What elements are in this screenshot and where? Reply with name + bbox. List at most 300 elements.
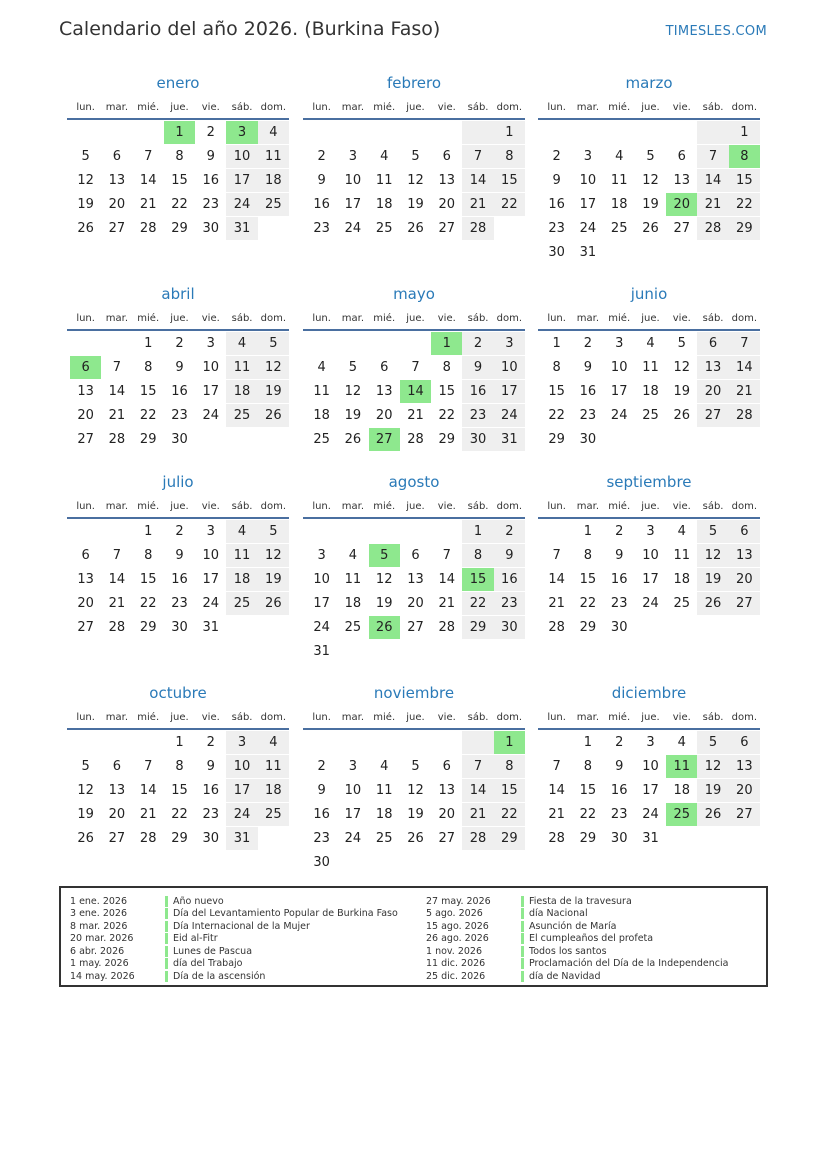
- day-cell: 2: [317, 759, 326, 774]
- day-cell: 12: [673, 360, 691, 375]
- empty-cell: [729, 616, 760, 639]
- day-cell: 29: [438, 432, 456, 447]
- day-cell: 4: [380, 149, 389, 164]
- day-cell: 9: [175, 360, 184, 375]
- weekday-label: dom.: [731, 712, 758, 723]
- day-cell: 24: [313, 620, 330, 635]
- day-cell: 27: [438, 221, 456, 236]
- day-cell: 5: [81, 759, 90, 774]
- day-cell: 23: [610, 807, 628, 822]
- day-cell: 27: [729, 803, 760, 826]
- weekday-label: mié.: [373, 102, 396, 113]
- empty-cell: [226, 428, 257, 451]
- day-cell: 11: [375, 783, 393, 798]
- day-cell: 9: [615, 548, 624, 563]
- day-cell: 9: [317, 783, 326, 798]
- day-cell: 19: [375, 596, 393, 611]
- day-cell: 29: [729, 217, 760, 240]
- day-cell: 26: [77, 221, 94, 236]
- weekday-header: [538, 96, 760, 120]
- day-cell: 11: [226, 544, 257, 567]
- day-cell: 10: [226, 755, 257, 778]
- empty-cell: [70, 121, 101, 144]
- empty-cell: [226, 616, 257, 639]
- week-row: [303, 827, 525, 851]
- holiday-day-cell: 1: [431, 332, 462, 355]
- month-febrero: [303, 70, 525, 241]
- weekday-header: [67, 96, 289, 120]
- day-cell: 10: [642, 548, 659, 563]
- day-cell: 10: [313, 572, 330, 587]
- legend-item: [426, 895, 728, 908]
- day-cell: 18: [258, 779, 289, 802]
- day-cell: 5: [258, 520, 289, 543]
- day-cell: 18: [673, 783, 691, 798]
- empty-cell: [101, 520, 132, 543]
- empty-cell: [431, 520, 462, 543]
- day-cell: 24: [202, 596, 220, 611]
- day-cell: 12: [258, 544, 289, 567]
- day-cell: 28: [139, 831, 157, 846]
- legend-date: 8 mar. 2026: [70, 920, 128, 932]
- day-cell: 2: [206, 125, 215, 140]
- weekday-header: [67, 307, 289, 331]
- empty-cell: [541, 121, 572, 144]
- day-cell: 23: [202, 197, 220, 212]
- weekday-label: mié.: [137, 102, 160, 113]
- day-cell: 4: [677, 735, 686, 750]
- week-row: [538, 332, 760, 356]
- day-cell: 11: [610, 173, 628, 188]
- week-row: [303, 851, 525, 875]
- day-cell: 16: [494, 568, 525, 591]
- day-cell: 7: [411, 360, 420, 375]
- month-title: febrero: [386, 74, 442, 92]
- weekday-label: mié.: [373, 712, 396, 723]
- day-cell: 2: [317, 149, 326, 164]
- day-cell: 6: [411, 548, 420, 563]
- weekday-label: vie.: [437, 102, 456, 113]
- empty-cell: [306, 332, 337, 355]
- holiday-marker-icon: [521, 971, 524, 982]
- holiday-day-cell: 20: [666, 193, 697, 216]
- month-agosto: [303, 469, 525, 664]
- holiday-marker-icon: [165, 971, 168, 982]
- empty-cell: [337, 520, 368, 543]
- day-cell: 12: [407, 783, 424, 798]
- week-row: [538, 544, 760, 568]
- weekday-label: mar.: [341, 501, 365, 512]
- day-cell: 2: [462, 332, 493, 355]
- day-cell: 16: [202, 173, 220, 188]
- day-cell: 15: [548, 384, 565, 399]
- holiday-day-cell: 25: [666, 803, 697, 826]
- weekday-header: [538, 307, 760, 331]
- day-cell: 8: [552, 360, 561, 375]
- day-cell: 6: [442, 759, 451, 774]
- day-cell: 15: [171, 173, 188, 188]
- day-cell: 4: [615, 149, 624, 164]
- day-cell: 24: [642, 807, 659, 822]
- empty-cell: [195, 428, 226, 451]
- empty-cell: [369, 640, 400, 663]
- day-cell: 22: [579, 807, 597, 822]
- week-row: [303, 121, 525, 145]
- day-cell: 8: [175, 149, 184, 164]
- day-cell: 27: [77, 620, 94, 635]
- week-row: [538, 568, 760, 592]
- day-cell: 16: [610, 783, 628, 798]
- legend-holiday-name: Eid al-Fitr: [173, 933, 218, 945]
- holiday-day-cell: 6: [70, 356, 101, 379]
- day-cell: 14: [438, 572, 456, 587]
- day-cell: 23: [494, 592, 525, 615]
- weekday-header: [303, 96, 525, 120]
- day-cell: 18: [226, 380, 257, 403]
- page-title: Calendario del año 2026. (Burkina Faso): [59, 18, 441, 40]
- day-cell: 14: [139, 783, 157, 798]
- day-cell: 31: [579, 245, 597, 260]
- day-cell: 27: [673, 221, 691, 236]
- weekday-header: [67, 706, 289, 730]
- legend-date: 20 mar. 2026: [70, 933, 134, 945]
- weekday-header: [303, 706, 525, 730]
- day-cell: 19: [673, 384, 691, 399]
- empty-cell: [70, 332, 101, 355]
- day-cell: 21: [462, 193, 493, 216]
- empty-cell: [666, 827, 697, 850]
- day-cell: 16: [171, 384, 188, 399]
- day-cell: 18: [375, 197, 393, 212]
- weekday-label: mié.: [137, 501, 160, 512]
- month-title: octubre: [149, 684, 207, 702]
- holiday-day-cell: 1: [494, 731, 525, 754]
- legend-holiday-name: día del Trabajo: [173, 958, 243, 970]
- day-cell: 21: [548, 596, 565, 611]
- day-cell: 19: [344, 408, 362, 423]
- day-cell: 22: [171, 807, 188, 822]
- weekday-label: sáb.: [231, 501, 253, 512]
- day-cell: 3: [646, 735, 655, 750]
- day-cell: 3: [494, 332, 525, 355]
- holiday-day-cell: 27: [369, 428, 400, 451]
- weekday-label: vie.: [437, 712, 456, 723]
- week-row: [303, 731, 525, 755]
- week-row: [538, 241, 760, 265]
- legend-holiday-name: Asunción de María: [529, 920, 617, 932]
- day-cell: 28: [108, 432, 126, 447]
- week-row: [538, 380, 760, 404]
- holiday-marker-icon: [165, 958, 168, 969]
- day-cell: 21: [729, 380, 760, 403]
- day-cell: 23: [548, 221, 565, 236]
- weekday-label: dom.: [496, 712, 523, 723]
- weekday-label: lun.: [547, 102, 566, 113]
- day-cell: 19: [697, 568, 728, 591]
- day-cell: 7: [462, 145, 493, 168]
- legend-date: 15 ago. 2026: [426, 920, 489, 932]
- day-cell: 4: [317, 360, 326, 375]
- day-cell: 28: [407, 432, 424, 447]
- empty-cell: [337, 851, 368, 874]
- day-cell: 13: [108, 173, 126, 188]
- holiday-day-cell: 3: [226, 121, 257, 144]
- day-cell: 18: [313, 408, 330, 423]
- legend-date: 11 dic. 2026: [426, 958, 486, 970]
- day-cell: 20: [438, 807, 456, 822]
- day-cell: 17: [202, 572, 220, 587]
- day-cell: 28: [548, 620, 565, 635]
- week-row: [303, 380, 525, 404]
- day-cell: 30: [171, 620, 188, 635]
- week-row: [538, 145, 760, 169]
- week-row: [67, 616, 289, 640]
- week-row: [538, 520, 760, 544]
- day-cell: 15: [139, 572, 157, 587]
- empty-cell: [666, 121, 697, 144]
- day-cell: 27: [697, 404, 728, 427]
- weekday-label: lun.: [76, 102, 95, 113]
- empty-cell: [400, 332, 431, 355]
- weekday-label: sáb.: [231, 712, 253, 723]
- weekday-label: lun.: [76, 501, 95, 512]
- day-cell: 17: [610, 384, 628, 399]
- day-cell: 26: [407, 221, 424, 236]
- week-row: [67, 803, 289, 827]
- day-cell: 21: [108, 596, 126, 611]
- day-cell: 30: [610, 620, 628, 635]
- month-junio: [538, 281, 760, 452]
- month-diciembre: [538, 680, 760, 851]
- day-cell: 9: [552, 173, 561, 188]
- week-row: [303, 520, 525, 544]
- weekday-label: mar.: [105, 712, 129, 723]
- week-row: [303, 616, 525, 640]
- holiday-day-cell: 5: [369, 544, 400, 567]
- day-cell: 21: [139, 197, 157, 212]
- legend-item: [70, 958, 398, 971]
- day-cell: 10: [344, 783, 362, 798]
- day-cell: 28: [139, 221, 157, 236]
- month-noviembre: [303, 680, 525, 875]
- day-cell: 16: [313, 197, 330, 212]
- day-cell: 16: [313, 807, 330, 822]
- week-row: [538, 217, 760, 241]
- empty-cell: [369, 520, 400, 543]
- weekday-label: sáb.: [702, 501, 724, 512]
- day-cell: 3: [348, 759, 358, 774]
- weekday-label: jue.: [170, 102, 189, 113]
- day-cell: 16: [548, 197, 565, 212]
- weekday-label: mié.: [608, 712, 631, 723]
- day-cell: 2: [615, 735, 624, 750]
- weekday-label: lun.: [547, 712, 566, 723]
- week-row: [67, 404, 289, 428]
- day-cell: 29: [171, 831, 188, 846]
- month-marzo: [538, 70, 760, 265]
- day-cell: 16: [579, 384, 597, 399]
- day-cell: 13: [673, 173, 691, 188]
- week-row: [67, 592, 289, 616]
- day-cell: 9: [175, 548, 184, 563]
- day-cell: 19: [407, 197, 424, 212]
- day-cell: 24: [642, 596, 659, 611]
- day-cell: 11: [344, 572, 362, 587]
- holiday-marker-icon: [521, 896, 524, 907]
- day-cell: 21: [462, 803, 493, 826]
- day-cell: 18: [610, 197, 628, 212]
- legend-item: [70, 945, 398, 958]
- weekday-label: sáb.: [467, 313, 489, 324]
- empty-cell: [697, 616, 728, 639]
- day-cell: 26: [697, 803, 728, 826]
- day-cell: 20: [729, 568, 760, 591]
- day-cell: 22: [139, 596, 157, 611]
- day-cell: 17: [494, 380, 525, 403]
- empty-cell: [431, 640, 462, 663]
- week-row: [67, 731, 289, 755]
- legend-item: [426, 958, 728, 971]
- day-cell: 24: [344, 831, 362, 846]
- day-cell: 8: [494, 755, 525, 778]
- weekday-label: lun.: [312, 313, 331, 324]
- empty-cell: [697, 121, 728, 144]
- day-cell: 4: [646, 336, 655, 351]
- empty-cell: [70, 520, 101, 543]
- day-cell: 16: [462, 380, 493, 403]
- day-cell: 31: [642, 831, 659, 846]
- month-title: septiembre: [606, 473, 692, 491]
- day-cell: 26: [642, 221, 659, 236]
- day-cell: 12: [77, 173, 94, 188]
- day-cell: 19: [77, 197, 94, 212]
- day-cell: 9: [206, 759, 215, 774]
- day-cell: 5: [258, 332, 289, 355]
- weekday-label: mar.: [105, 102, 129, 113]
- weekday-label: dom.: [260, 102, 287, 113]
- day-cell: 6: [442, 149, 451, 164]
- day-cell: 11: [673, 548, 691, 563]
- day-cell: 31: [226, 217, 257, 240]
- day-cell: 30: [202, 221, 220, 236]
- empty-cell: [494, 217, 525, 240]
- day-cell: 31: [494, 428, 525, 451]
- day-cell: 26: [407, 831, 424, 846]
- day-cell: 30: [579, 432, 597, 447]
- day-cell: 16: [610, 572, 628, 587]
- day-cell: 4: [348, 548, 358, 563]
- day-cell: 7: [144, 149, 153, 164]
- empty-cell: [258, 217, 289, 240]
- day-cell: 8: [144, 360, 153, 375]
- day-cell: 8: [583, 548, 593, 563]
- week-row: [538, 755, 760, 779]
- day-cell: 3: [226, 731, 257, 754]
- day-cell: 6: [112, 149, 122, 164]
- empty-cell: [258, 616, 289, 639]
- weekday-label: dom.: [731, 102, 758, 113]
- site-logo[interactable]: TIMESLES.COM: [665, 24, 767, 39]
- month-enero: [67, 70, 289, 241]
- day-cell: 25: [642, 408, 659, 423]
- week-row: [303, 544, 525, 568]
- week-row: [303, 592, 525, 616]
- weekday-label: mié.: [608, 102, 631, 113]
- day-cell: 11: [375, 173, 393, 188]
- day-cell: 31: [313, 644, 330, 659]
- day-cell: 18: [344, 596, 362, 611]
- weekday-label: jue.: [406, 313, 425, 324]
- weekday-label: dom.: [260, 501, 287, 512]
- empty-cell: [337, 640, 368, 663]
- day-cell: 28: [697, 217, 728, 240]
- legend-date: 14 may. 2026: [70, 970, 135, 982]
- empty-cell: [101, 731, 132, 754]
- legend-holiday-name: El cumpleaños del profeta: [529, 933, 654, 945]
- day-cell: 8: [583, 759, 593, 774]
- weekday-header: [538, 495, 760, 519]
- empty-cell: [101, 121, 132, 144]
- day-cell: 30: [462, 428, 493, 451]
- day-cell: 29: [171, 221, 188, 236]
- week-row: [303, 145, 525, 169]
- legend-holiday-name: Todos los santos: [529, 945, 607, 957]
- weekday-label: dom.: [731, 501, 758, 512]
- empty-cell: [431, 121, 462, 144]
- day-cell: 18: [673, 572, 691, 587]
- day-cell: 25: [344, 620, 362, 635]
- day-cell: 6: [729, 520, 760, 543]
- day-cell: 18: [258, 169, 289, 192]
- day-cell: 3: [206, 336, 215, 351]
- week-row: [67, 169, 289, 193]
- day-cell: 24: [226, 803, 257, 826]
- day-cell: 4: [677, 524, 686, 539]
- legend-item: [70, 895, 398, 908]
- empty-cell: [635, 428, 666, 451]
- day-cell: 11: [258, 145, 289, 168]
- day-cell: 30: [313, 855, 330, 870]
- day-cell: 5: [348, 360, 358, 375]
- day-cell: 13: [77, 572, 94, 587]
- empty-cell: [306, 731, 337, 754]
- day-cell: 13: [108, 783, 126, 798]
- day-cell: 20: [77, 596, 94, 611]
- month-mayo: [303, 281, 525, 452]
- empty-cell: [101, 332, 132, 355]
- empty-cell: [604, 428, 635, 451]
- legend-item: [70, 920, 398, 933]
- day-cell: 25: [673, 596, 691, 611]
- weekday-label: vie.: [437, 501, 456, 512]
- day-cell: 12: [697, 544, 728, 567]
- legend-holiday-name: día Nacional: [529, 908, 588, 920]
- weekday-label: mar.: [105, 313, 129, 324]
- day-cell: 3: [615, 336, 624, 351]
- weekday-header: [303, 495, 525, 519]
- day-cell: 17: [344, 807, 362, 822]
- day-cell: 22: [548, 408, 565, 423]
- day-cell: 23: [171, 596, 188, 611]
- day-cell: 12: [77, 783, 94, 798]
- day-cell: 12: [697, 755, 728, 778]
- day-cell: 2: [494, 520, 525, 543]
- day-cell: 17: [579, 197, 597, 212]
- weekday-label: sáb.: [231, 102, 253, 113]
- day-cell: 8: [462, 544, 493, 567]
- week-row: [67, 779, 289, 803]
- legend-date: 27 may. 2026: [426, 895, 491, 907]
